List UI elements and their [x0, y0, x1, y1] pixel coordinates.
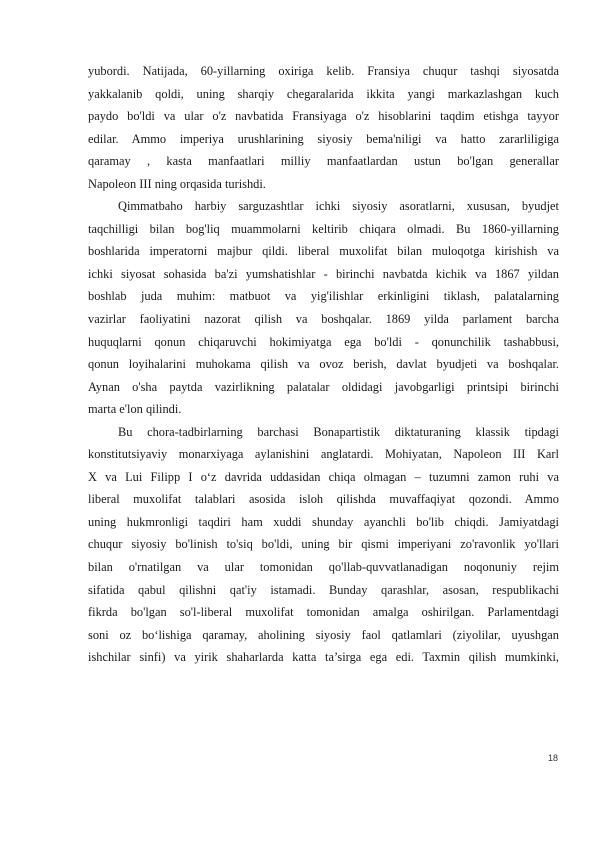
- text-line: X va Lui Filipp I o‘z davrida uddasidan chiqa olmagan – tuzumni zamon ruhi va: [88, 469, 559, 484]
- text-line: qaramay , kasta manfaatlari milliy manfaatlardan ustun bo'lgan generallar: [88, 154, 559, 169]
- text-line: soni oz bo‘lishiga qaramay, aholining siyosiy faol qatlamlari (ziyolilar, uyushgan: [88, 627, 559, 642]
- text-line: marta e'lon qilindi.: [88, 402, 182, 417]
- paragraph-first-line: Qimmatbaho harbiy sarguzashtlar ichki siyosiy asoratlarni, xususan, byudjet: [118, 199, 559, 214]
- text-line: bilan o'rnatilgan va ular tomonidan qo'llab-quvvatlanadigan noqonuniy rejim: [88, 560, 559, 575]
- page-number: 18: [547, 753, 558, 763]
- text-line: boshlab juda muhim: matbuot va yig'ilishlar erkinligini tiklash, palatalarning: [88, 289, 559, 304]
- paragraph-first-line: Bu chora-tadbirlarning barchasi Bonapartistik diktaturaning klassik tipdagi: [118, 424, 559, 439]
- text-line: vazirlar faoliyatini nazorat qilish va boshqalar. 1869 yilda parlament barcha: [88, 312, 559, 327]
- text-line: uning hukmronligi taqdiri ham xuddi shunday ayanchli bo'lib chiqdi. Jamiyatdagi: [88, 514, 559, 529]
- text-line: konstitutsiyaviy monarxiyaga aylanishini anglatardi. Mohiyatan, Napoleon III Karl: [88, 447, 559, 462]
- text-line: fikrda bo'lgan so'l-liberal muxolifat tomonidan amalga oshirilgan. Parlamentdagi: [88, 605, 559, 620]
- text-line: chuqur siyosiy bo'linish to'siq bo'ldi, uning bir qismi imperiyani zo'ravonlik yo'llari: [88, 537, 559, 552]
- text-line: Napoleon III ning orqasida turishdi.: [88, 176, 266, 191]
- text-line: huquqlarni qonun chiqaruvchi hokimiyatga ega bo'ldi - qonunchilik tashabbusi,: [88, 334, 559, 349]
- body-text: [88, 60, 559, 669]
- text-line: Aynan o'sha paytda vazirlikning palatalar oldidagi javobgarligi printsipi birinchi: [88, 379, 559, 394]
- text-line: qonun loyihalarini muhokama qilish va ovoz berish, davlat byudjeti va boshqalar.: [88, 357, 559, 372]
- text-line: yubordi. Natijada, 60-yillarning oxiriga kelib. Fransiya chuqur tashqi siyosatda: [88, 64, 559, 78]
- text-line: yakkalanib qoldi, uning sharqiy chegaralarida ikkita yangi markazlashgan kuch: [88, 86, 559, 101]
- text-line: edilar. Ammo imperiya urushlarining siyosiy bema'niligi va hatto zararliligiga: [88, 131, 559, 146]
- text-line: sifatida qabul qilishni qat'iy istamadi. Bunday qarashlar, asosan, respublikachi: [88, 582, 559, 597]
- text-line: boshlarida imperatorni majbur qildi. liberal muxolifat bilan muloqotga kirishish va: [88, 244, 559, 259]
- text-line: paydo bo'ldi va ular o'z navbatida Fransiyaga o'z hisoblarini taqdim etishga tayyor: [88, 109, 559, 124]
- text-line: ichki siyosat sohasida ba'zi yumshatishlar - birinchi navbatda kichik va 1867 yildan: [88, 266, 559, 281]
- text-line: ishchilar sinfi) va yirik shaharlarda katta ta’sirga ega edi. Taxmin qilish mumkinki,: [88, 650, 559, 665]
- text-line: taqchilligi bilan bog'liq muammolarni keltirib chiqara olmadi. Bu 1860-yillarning: [88, 221, 559, 236]
- text-line: liberal muxolifat talablari asosida isloh qilishda muvaffaqiyat qozondi. Ammo: [88, 492, 559, 507]
